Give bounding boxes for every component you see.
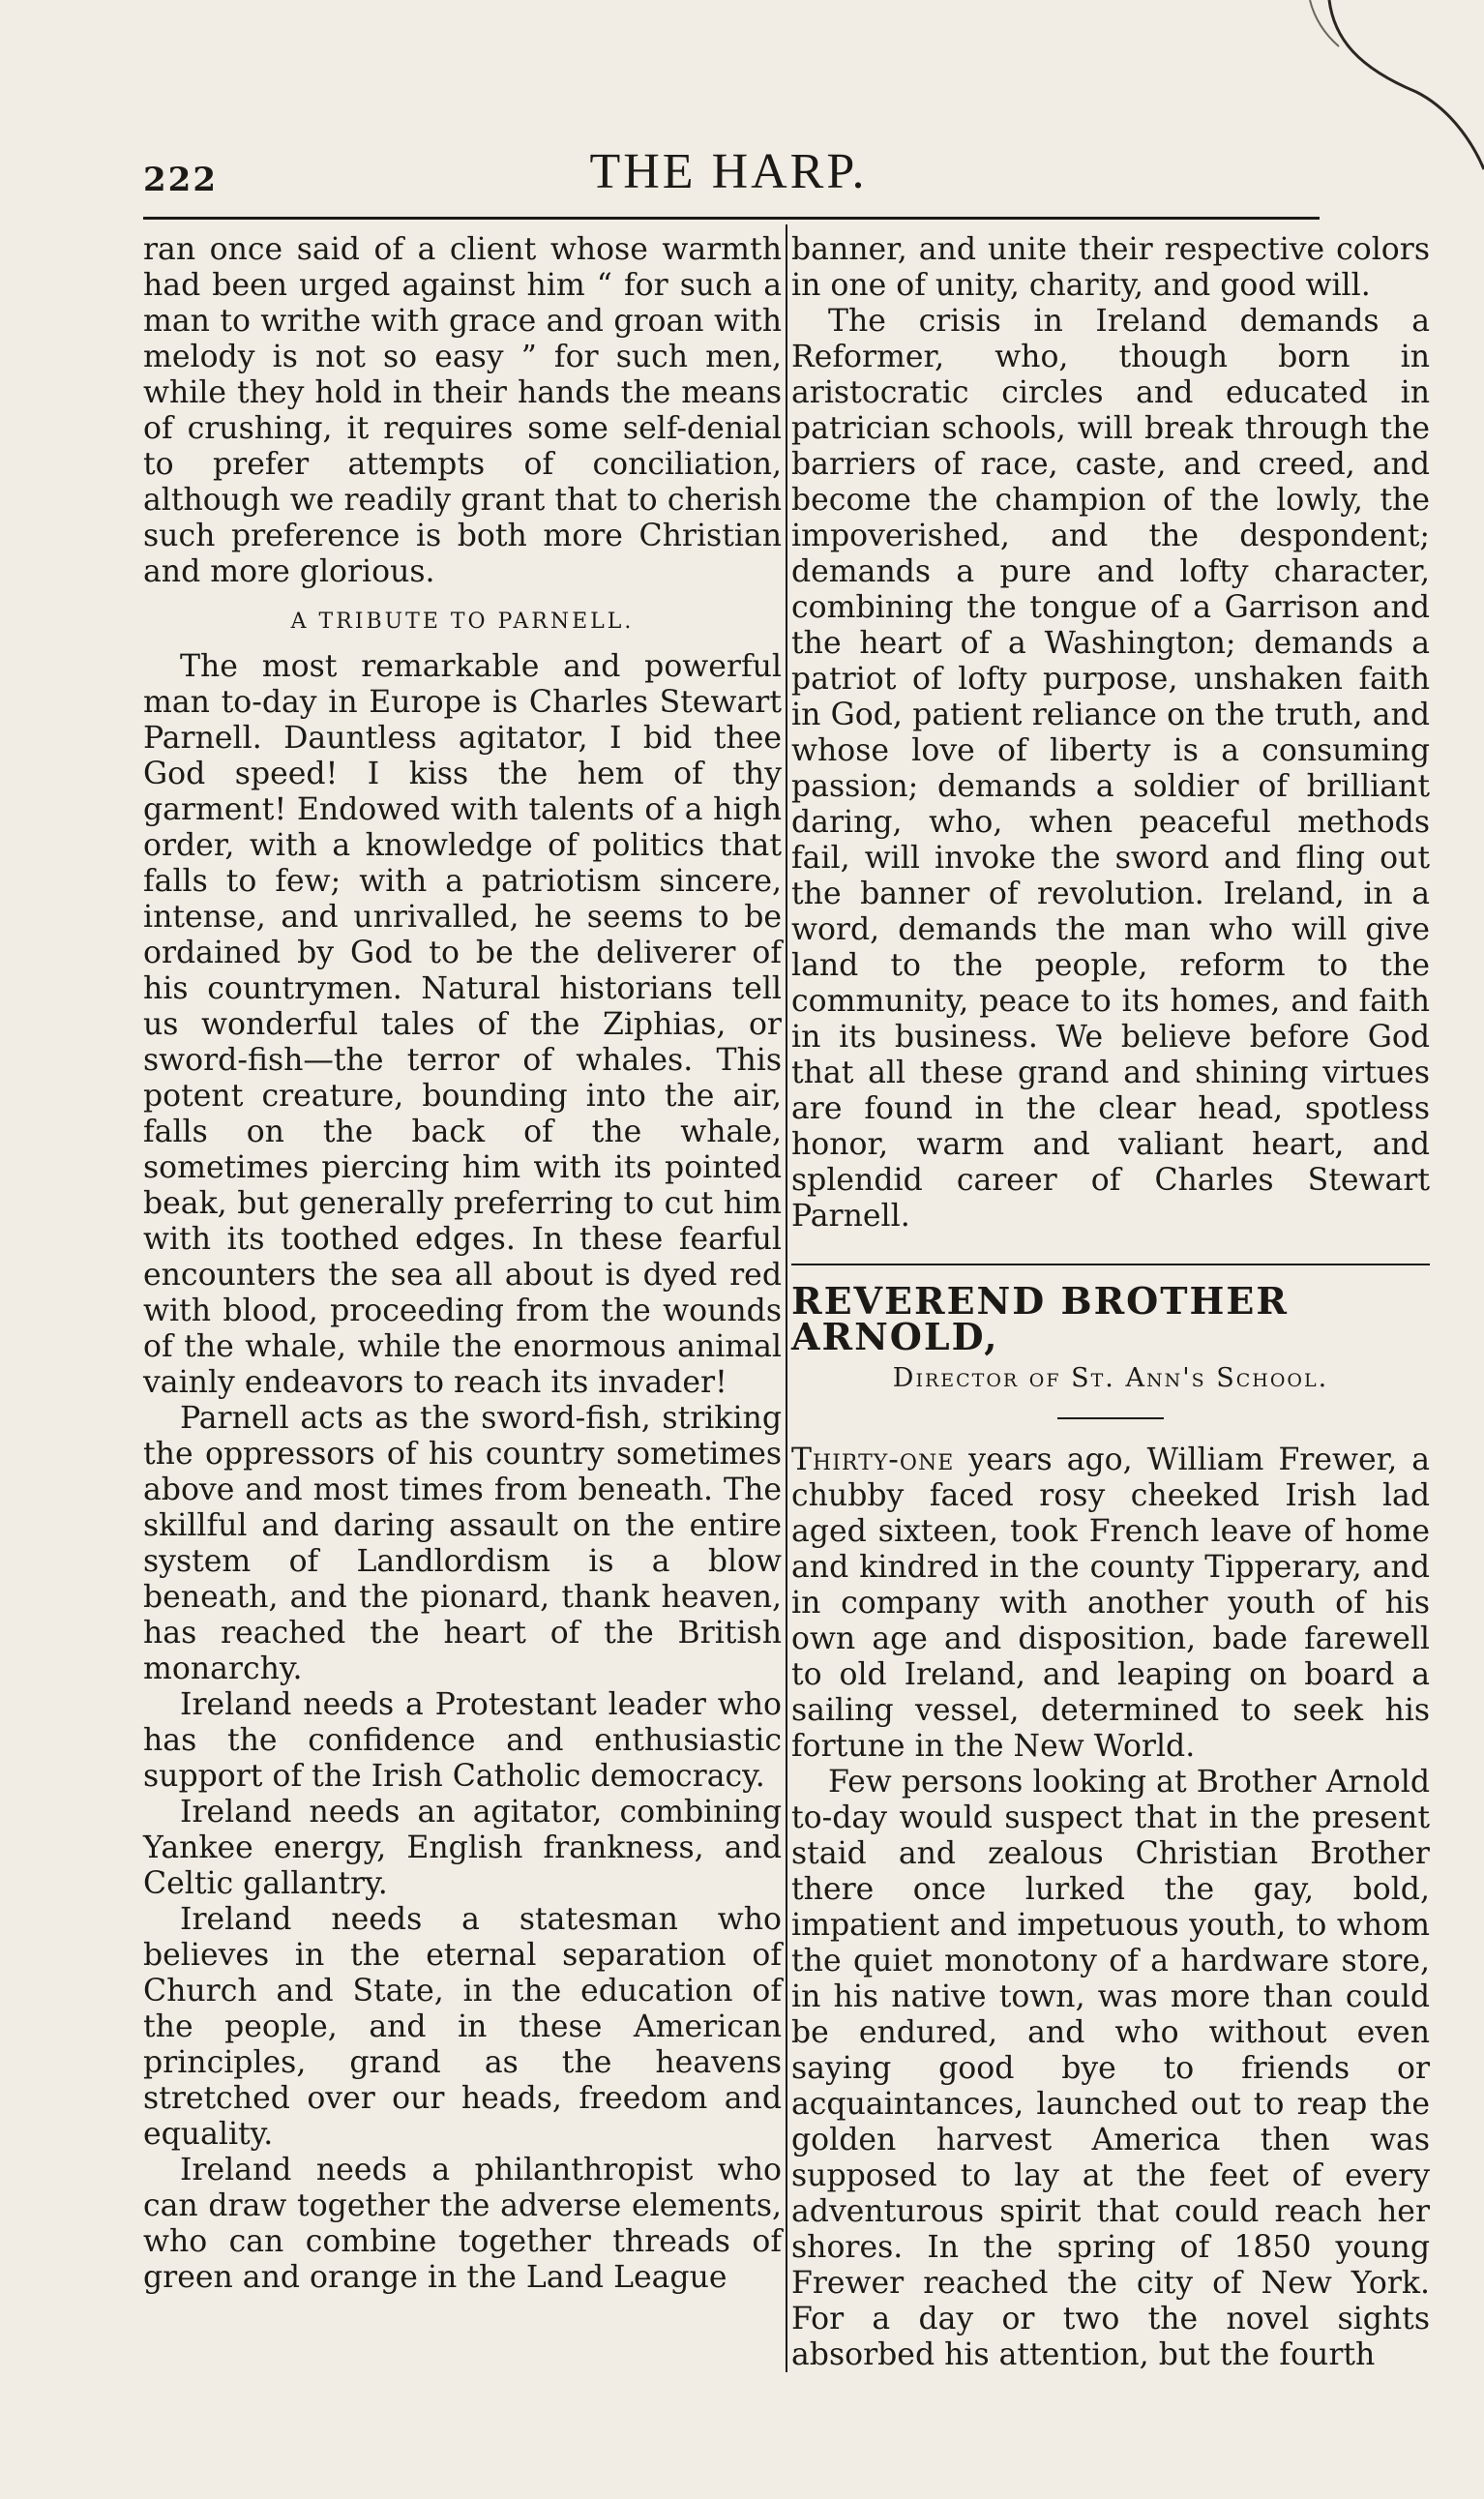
article-subtitle: Director of St. Ann's School.: [892, 1363, 1329, 1393]
torn-corner-mark: [1291, 0, 1484, 184]
paragraph-text: years ago, William Frewer, a chubby faced rosy cheeked Irish lad aged sixteen, took French leave of home and kindred in the county Tipperary, and in company with another youth of his own age and disposition, bade farewell to old Ireland, and leaping on board a sailing vessel, determined to seek his fortune in the New World.: [791, 1443, 1430, 1764]
column-divider: [786, 224, 787, 2372]
paragraph: The most remarkable and powerful man to-day in Europe is Charles Stewart Parnell. Dauntless agitator, I bid thee God speed! I kiss the hem of thy garment! Endowed with talents of a high order, with a knowledge of politics that falls to few; with a patriotism sincere, intense, and unrivalled, he seems to be ordained by God to be the deliverer of his countrymen. Natural historians tell us wonderful tales of the Ziphias, or sword-fish—the terror of whales. This potent creature, bounding into the air, falls on the back of the whale, sometimes piercing him with its pointed beak, but generally preferring to cut him with its toothed edges. In these fearful encounters the sea all about is dyed red with blood, proceeding from the wounds of the whale, while the enormous animal vainly endeavors to reach its invader!: [143, 649, 782, 1400]
paragraph: Parnell acts as the sword-fish, striking the oppressors of his country sometimes above and most times from beneath. The skillful and daring assault on the entire system of Landlordism is a blow beneath, and the pionard, thank heaven, has reached the heart of the British monarchy.: [143, 1401, 782, 1686]
journal-title: THE HARP.: [589, 144, 868, 199]
lead-words: Thirty-one: [791, 1443, 955, 1477]
header-rule: [143, 217, 1320, 220]
paragraph: Ireland needs a Protestant leader who has the confidence and enthusiastic support of the Irish Catholic democracy.: [143, 1687, 782, 1794]
left-column: [143, 232, 782, 2296]
short-rule: [1057, 1417, 1164, 1419]
article-title: REVEREND BROTHER ARNOLD,: [791, 1279, 1289, 1358]
paragraph: [791, 1443, 1430, 1765]
paragraph: banner, and unite their respective colors in one of unity, charity, and good will.: [791, 232, 1430, 303]
section-subhead: A TRIBUTE TO PARNELL.: [290, 610, 635, 634]
paragraph: Ireland needs a philanthropist who can draw together the adverse elements, who can combine together threads of green and orange in the Land League: [143, 2153, 782, 2295]
page-header: [143, 143, 1314, 211]
paragraph: ran once said of a client whose warmth had been urged against him “ for such a man to writhe with grace and groan with melody is not so easy ” for such men, while they hold in their hands the means of crushing, it requires some self-denial to prefer attempts of conciliation, although we readily grant that to cherish such preference is both more Christian and more glorious.: [143, 232, 782, 589]
paragraph: The crisis in Ireland demands a Reformer, who, though born in aristocratic circles and educated in patrician schools, will break through the barriers of race, caste, and creed, and become the champion of the lowly, the impoverished, and the despondent; demands a pure and lofty character, combining the tongue of a Garrison and the heart of a Washington; demands a patriot of lofty purpose, unshaken faith in God, patient reliance on the truth, and whose love of liberty is a consuming passion; demands a soldier of brilliant daring, who, when peaceful methods fail, will invoke the sword and fling out the banner of revolution. Ireland, in a word, demands the man who will give land to the people, reform to the community, peace to its homes, and faith in its business. We believe before God that all these grand and shining virtues are found in the clear head, spotless honor, warm and valiant heart, and splendid career of Charles Stewart Parnell.: [791, 304, 1430, 1234]
paragraph: Ireland needs a statesman who believes in the eternal separation of Church and State, in the education of the people, and in these American principles, grand as the heavens stretched over our heads, freedom and equality.: [143, 1902, 782, 2152]
paragraph: Few persons looking at Brother Arnold to-day would suspect that in the present staid and zealous Christian Brother there once lurked the gay, bold, impatient and impetuous youth, to whom the quiet monotony of a hardware store, in his native town, was more than could be endured, and who without even saying good bye to friends or acquaintances, launched out to reap the golden harvest America then was supposed to lay at the feet of every adventurous spirit that could reach her shores. In the spring of 1850 young Frewer reached the city of New York. For a day or two the novel sights absorbed his attention, but the fourth: [791, 1765, 1430, 2372]
page-number: 222: [143, 161, 218, 199]
paragraph: Ireland needs an agitator, combining Yankee energy, English frankness, and Celtic gallantry.: [143, 1795, 782, 1901]
right-column: [791, 232, 1430, 2373]
section-rule: [791, 1264, 1430, 1265]
